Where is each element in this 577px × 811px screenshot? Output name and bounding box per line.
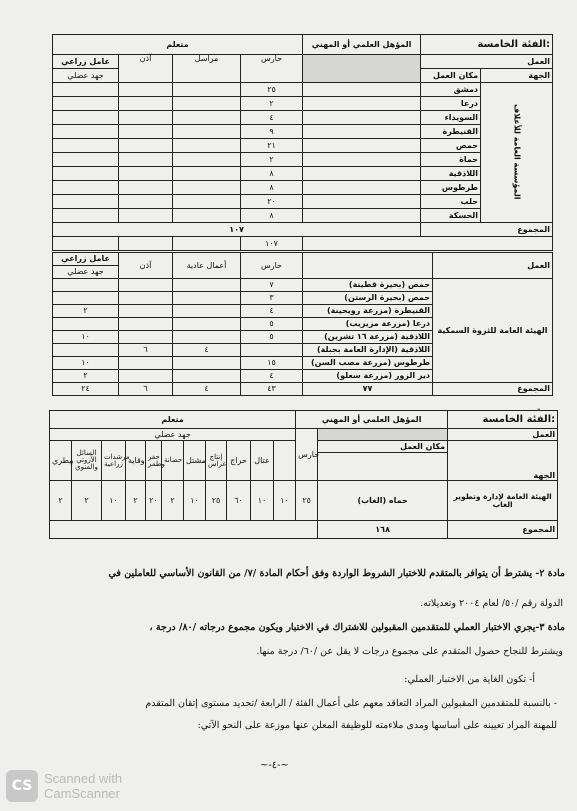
guard-total: ٤٣ [241,383,303,396]
agri-value [53,318,119,331]
value-cell: ١٠ [184,481,206,521]
watermark-line1: Scanned with [44,771,123,786]
shaded-cell [303,55,421,83]
work-place-header: مكان العمل [318,441,448,453]
guard-value: ٨ [241,181,303,195]
educated-header: متعلم [50,411,296,429]
guard-value: ٢ [241,97,303,111]
work-place-header: مكان العمل [421,69,481,83]
azan-value [119,318,173,331]
qualification-header: المؤهل العلمي أو المهني [303,35,421,55]
qualification-header: المؤهل العلمي أو المهني [296,411,448,429]
value-cell: ٢ [72,481,102,521]
col-header: وقاية [126,441,146,481]
azan-value [119,305,173,318]
place-name: القنيطرة (مزرعة رويحينة) [303,305,433,318]
work-header: العمل [433,253,553,279]
agri-value: ١٠ [53,357,119,370]
article-3-line2: ويشترط للنجاح حصول المتقدم على مجموع درجات لا يقل عن /٦٠/ درجة منها. [256,646,563,657]
place-name: اللاذقية (الإدارة العامة بجبلة) [303,344,433,357]
guard-header: حارس [241,253,303,279]
guard-value: ٢١ [241,139,303,153]
value-cell: ٢٠ [146,481,162,521]
azan-value: ٦ [119,344,173,357]
place-name: حماة [421,153,481,167]
guard-value [241,344,303,357]
place-name: القنيطرة [421,125,481,139]
article-3-line1: مادة ٣-يجري الاختبار العملي للمتقدمين المقبولين للاشتراك في الاختبار ويكون مجموع درجاته /٨٠/ درجة ، [149,622,565,633]
agri-total: ٢٤ [53,383,119,396]
guard-value: ٤ [241,111,303,125]
value-cell: ٢ [50,481,72,521]
guard-value: ٨ [241,209,303,223]
azan-value [119,357,173,370]
col-header: حراج [227,441,251,481]
guard-total: ١٠٧ [241,237,303,251]
total-label: المجموع [433,383,553,396]
value-cell: ٢٥ [206,481,227,521]
col-header: حضانة [162,441,184,481]
guard-value: ٩ [241,125,303,139]
messenger-header: مراسل [173,55,241,83]
agri-value: ٢ [53,305,119,318]
place-name: السويداء [421,111,481,125]
value-cell: ٢٥ [296,481,318,521]
azan-total: ٦ [119,383,173,396]
entity-header: الجهة [448,441,558,481]
col-header: مشتل [184,441,206,481]
value-cell: ٦٠ [227,481,251,521]
entity-header: الجهة [481,69,553,83]
entity-name: الهيئة العامة للثروة السمكية [433,279,553,383]
guard-value: ٧ [241,279,303,292]
place-name: حمص [421,139,481,153]
azan-value [119,370,173,383]
entity-name: الهيئة العامة لإدارة وتطوير الغاب [448,481,558,521]
value-cell: ١٠ [274,481,296,521]
agri-value: ١٠ [53,331,119,344]
entity-name: المؤسسة العامة للأعلاف [512,103,522,200]
place-name: حماه (الغاب) [318,481,448,521]
regular-value [173,370,241,383]
place-name: دير الزور (مزرعة سعلو) [303,370,433,383]
entity-name-cell [481,83,553,223]
place-name: دمشق [421,83,481,97]
azan-value [119,292,173,305]
guard-value: ٨ [241,167,303,181]
regular-value [173,279,241,292]
article-2-line1: مادة ٢- يشترط أن يتوافر بالمتقدم للاختبار الشروط الواردة وفق أحكام المادة /٧/ من القانون الأساسي للعاملين في [108,568,565,579]
clause-a: أ- تكون الغاية من الاختبار العملي: [404,674,535,685]
scanner-watermark [6,770,122,802]
place-name: اللاذقية [421,167,481,181]
category-header: الفئة الخامسة: [421,35,553,55]
total-value: ١٦٨ [318,521,448,539]
azan-value [119,279,173,292]
total-label: المجموع [448,521,558,539]
guard-value: ٥ [241,331,303,344]
agri-value [53,344,119,357]
agri-worker-header: عامل زراعي [53,55,119,69]
azan-header: آذن [119,55,173,83]
table-fish-authority [52,252,553,396]
regular-work-header: أعمال عادية [173,253,241,279]
value-cell: ٢ [162,481,184,521]
total-value: ١٠٧ [53,223,421,237]
total-label: المجموع [421,223,553,237]
agri-worker-header: عامل زراعي [53,253,119,266]
value-cell: ١٠ [102,481,126,521]
table-feed-establishment [52,34,553,251]
total-value: ٧٧ [303,383,433,396]
col-header: بيطري [50,441,72,481]
regular-value [173,331,241,344]
value-cell: ٢ [126,481,146,521]
place-name: درعا (مزرعة مزيريب) [303,318,433,331]
guard-value: ٥ [241,318,303,331]
table-ghab-authority [49,410,558,539]
physical-header: جهد عضلي [53,266,119,279]
place-name: حمص (بحيرة قطينة) [303,279,433,292]
agri-value [53,292,119,305]
clause-a-line1: - بالنسبة للمتقدمين المقبولين المراد التعاقد معهم على أعمال الفئة / الرابعة /تحديد مستوى إتقان المتقدم [145,698,557,709]
regular-value [173,357,241,370]
separator-dash: - [537,404,541,415]
place-name: الحسكة [421,209,481,223]
place-name: طرطوس [421,181,481,195]
regular-value [173,292,241,305]
article-2-line2: الدولة رقم /٥٠/ لعام ٢٠٠٤ وتعديلاته. [420,598,563,609]
regular-value [173,305,241,318]
azan-header: آذن [119,253,173,279]
camscanner-logo-icon: CS [6,770,38,802]
page-number: ~-٤-~ [260,760,289,771]
physical-header: جهد عضلي [53,69,119,83]
regular-value [173,318,241,331]
regular-total: ٤ [173,383,241,396]
regular-value: ٤ [173,344,241,357]
place-name: حلب [421,195,481,209]
category-header: الفئة الخامسة: [448,411,558,429]
guard-value: ١٥ [241,357,303,370]
col-header: حفر وطمر [146,441,162,481]
watermark-line2: CamScanner [44,786,120,801]
place-name: حمص (بحيرة الرستن) [303,292,433,305]
work-header: العمل [421,55,553,69]
guard-value: ٢٠ [241,195,303,209]
guard-value: ٢٥ [241,83,303,97]
guard-value: ٣ [241,292,303,305]
col-header: السائل الأزوتي والمنوي [72,441,102,481]
col-header: عتال [251,441,274,481]
guard-value: ٤ [241,370,303,383]
guard-header: حارس [296,429,318,481]
guard-value: ٢ [241,153,303,167]
azan-value [119,331,173,344]
col-header: مرشدات زراعية [102,441,126,481]
work-header: العمل [448,429,558,441]
col-header: إنتاج غراس [206,441,227,481]
guard-header: حارس [241,55,303,83]
guard-value: ٤ [241,305,303,318]
agri-value [53,279,119,292]
clause-a-line2: للمهنة المراد تعيينه على أساسها ومدى ملاءمته للوظيفة المعلن عنها موزعة على النحو الآتي: [197,720,557,731]
place-name: اللاذقية (مزرعة ١٦ تشرين) [303,331,433,344]
physical-header: جهد عضلي [50,429,296,441]
agri-value: ٢ [53,370,119,383]
educated-header: متعلم [53,35,303,55]
value-cell: ١٠ [251,481,274,521]
place-name: درعا [421,97,481,111]
place-name: طرطوس (مزرعة مصب السن) [303,357,433,370]
